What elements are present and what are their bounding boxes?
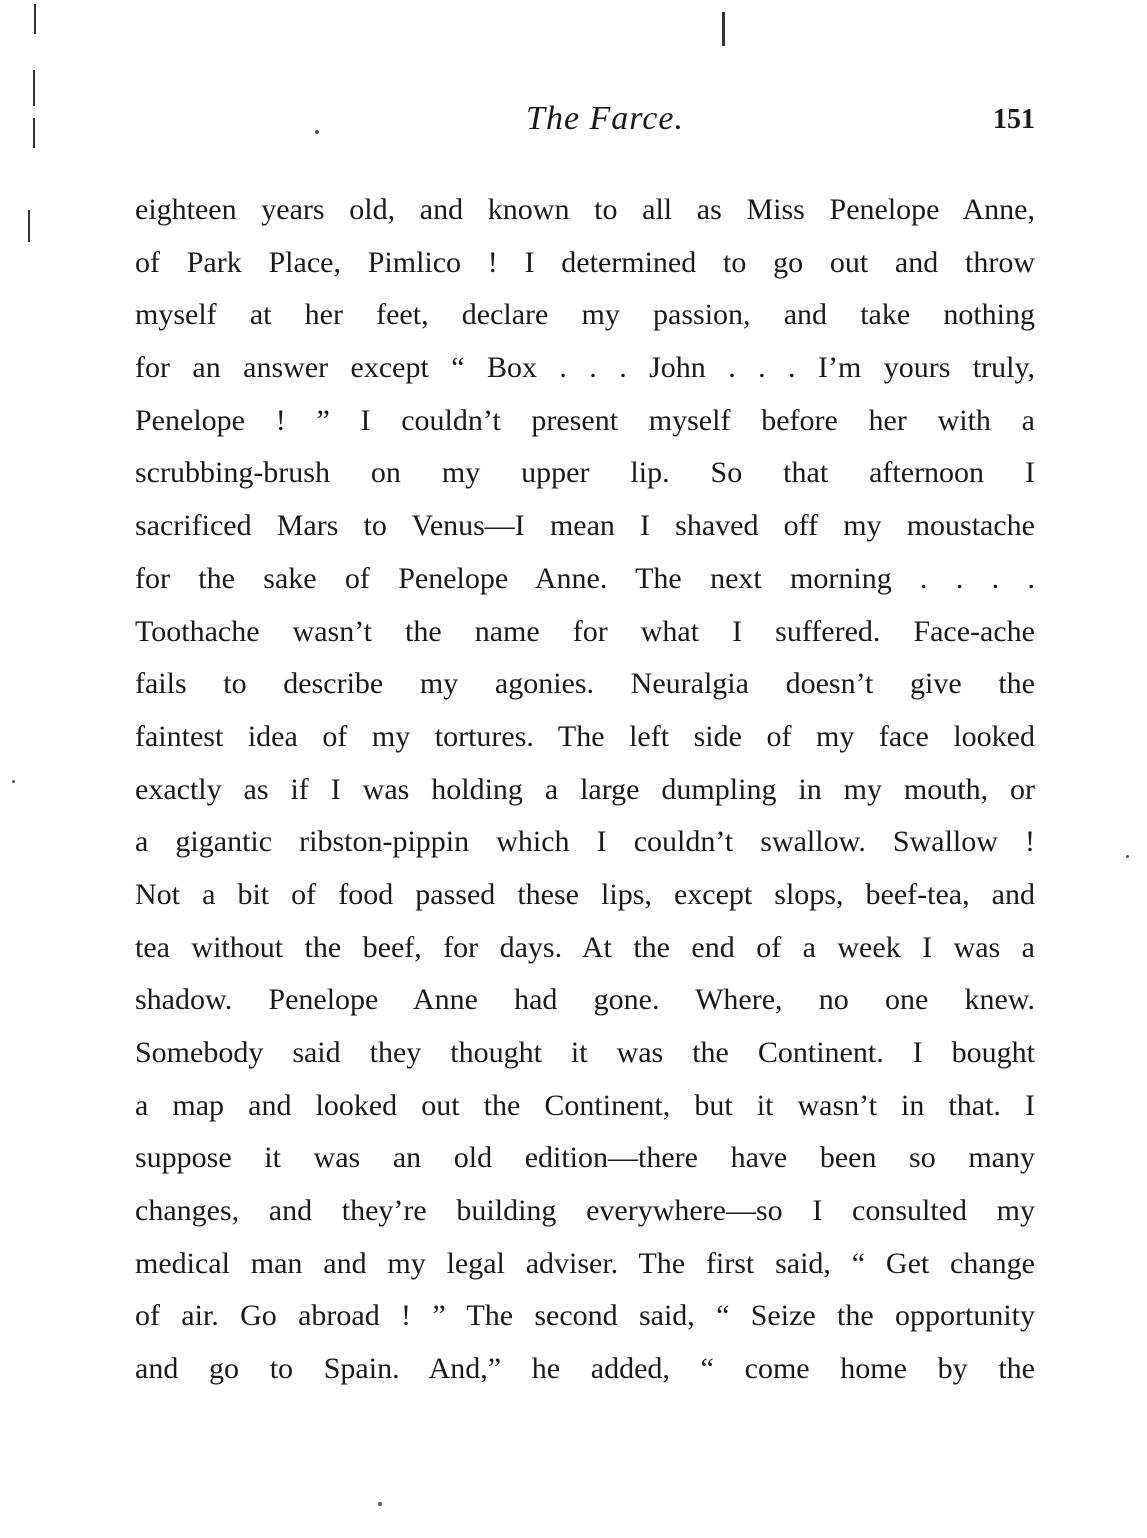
text-line: scrubbing-brush on my upper lip. So that afternoon I	[135, 456, 1035, 490]
text-line: and go to Spain. And,” he added, “ come home by the	[135, 1352, 1035, 1386]
text-line: Penelope ! ” I couldn’t present myself before her with a	[135, 403, 1035, 437]
text-line: myself at her feet, declare my passion, and take nothing	[135, 298, 1035, 332]
text-line: of air. Go abroad ! ” The second said, “ Seize the opportunity	[135, 1299, 1035, 1333]
scan-speck	[1126, 855, 1129, 858]
text-line: suppose it was an old edition—there have been so many	[135, 1141, 1035, 1175]
text-line: Toothache wasn’t the name for what I suffered. Face-ache	[135, 614, 1035, 648]
text-line: faintest idea of my tortures. The left side of my face looked	[135, 719, 1035, 753]
text-line: Somebody said they thought it was the Continent. I bought	[135, 1036, 1035, 1069]
text-line: sacrificed Mars to Venus—I mean I shaved off my moustache	[135, 509, 1035, 543]
scan-margin-mark	[28, 210, 30, 242]
text-line: for an answer except “ Box . . . John . . . I’m yours truly,	[135, 351, 1035, 385]
page-number: 151	[993, 104, 1035, 135]
text-line: tea without the beef, for days. At the end of a week I was a	[135, 930, 1035, 964]
scan-speck	[12, 780, 15, 783]
body-text	[135, 184, 1035, 1396]
text-line: medical man and my legal adviser. The first said, “ Get change	[135, 1246, 1035, 1280]
text-line: changes, and they’re building everywhere—so I consulted my	[135, 1194, 1035, 1228]
scan-margin-mark	[33, 70, 35, 106]
text-line: a map and looked out the Continent, but it wasn’t in that. I	[135, 1088, 1035, 1122]
page-header	[135, 100, 1035, 150]
text-line: exactly as if I was holding a large dumpling in my mouth, or	[135, 772, 1035, 806]
scan-margin-mark	[34, 4, 36, 34]
text-line: a gigantic ribston-pippin which I couldn’t swallow. Swallow !	[135, 825, 1035, 859]
text-line: Not a bit of food passed these lips, except slops, beef-tea, and	[135, 877, 1035, 911]
scan-margin-mark	[722, 12, 725, 46]
text-line: for the sake of Penelope Anne. The next morning . . . .	[135, 561, 1035, 595]
text-line: fails to describe my agonies. Neuralgia doesn’t give the	[135, 667, 1035, 701]
text-line: shadow. Penelope Anne had gone. Where, no one knew.	[135, 983, 1035, 1017]
running-title: The Farce.	[526, 100, 684, 137]
scan-speck	[378, 1502, 382, 1506]
scan-margin-mark	[33, 118, 35, 148]
text-line: eighteen years old, and known to all as Miss Penelope Anne,	[135, 193, 1035, 226]
text-line: of Park Place, Pimlico ! I determined to go out and throw	[135, 245, 1035, 279]
